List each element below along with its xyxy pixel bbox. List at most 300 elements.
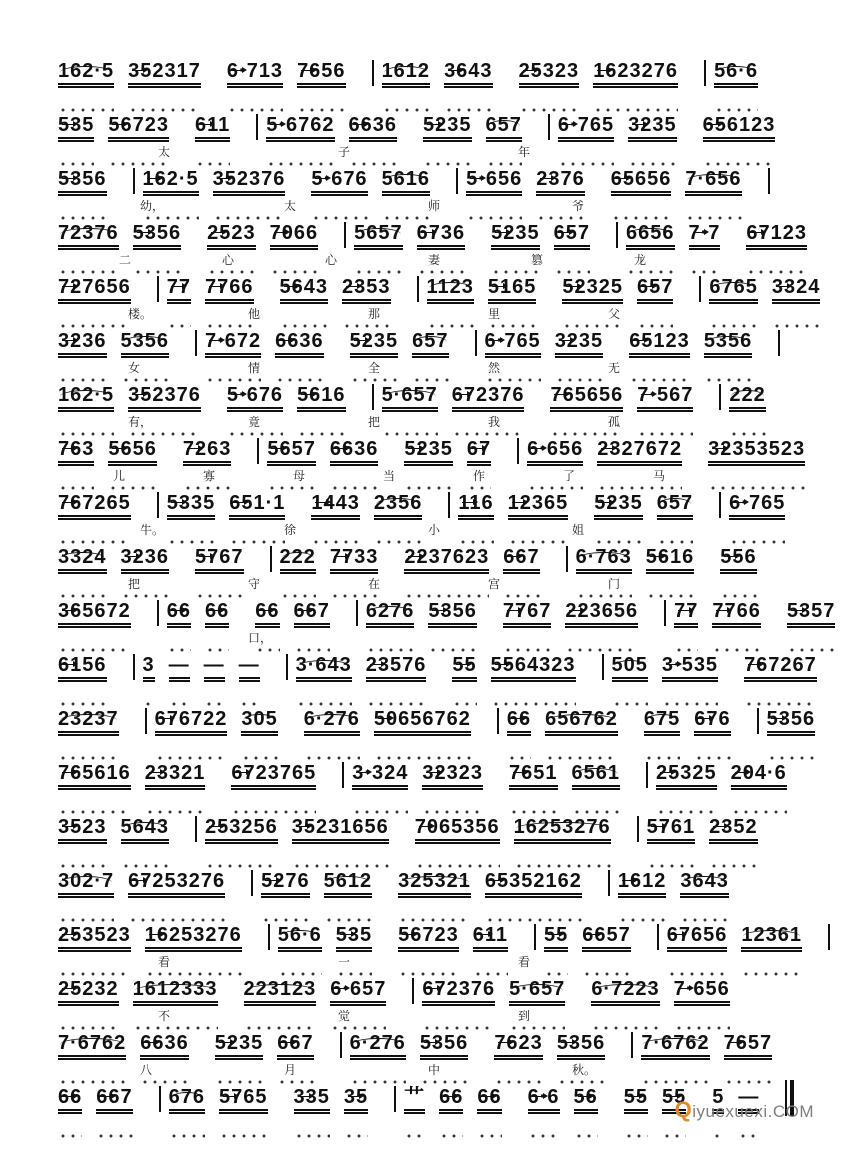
beat-group [366, 580, 477, 622]
note-figure: 535 [58, 114, 94, 139]
score-row [58, 202, 808, 267]
octave-dots [404, 1134, 425, 1138]
ornament-arrow [348, 1096, 362, 1097]
ornament-arrow [443, 1096, 457, 1097]
slur-mark [711, 282, 756, 295]
ornament-arrow [750, 232, 764, 233]
note-figure: 672376 [422, 978, 495, 1003]
ornament-arrow [233, 502, 247, 503]
ornament-arrow [523, 70, 537, 71]
beat-group [656, 742, 787, 784]
beat-group [415, 796, 611, 838]
note-figure: 5616 [382, 168, 431, 193]
barline [719, 384, 721, 410]
ornament-arrow [713, 826, 727, 827]
ornament-arrow [259, 610, 273, 611]
score-row [58, 526, 798, 591]
beat-group [169, 1066, 268, 1108]
lyric-syllable: 中 [428, 1063, 441, 1077]
note-figure: 223123 [244, 978, 317, 1003]
note-figure: 5·657 [382, 384, 438, 409]
slur-mark [511, 984, 563, 997]
lyric-syllable: 马 [653, 469, 666, 483]
beat-group [509, 742, 620, 784]
ornament-arrow [408, 556, 422, 557]
note-figure: 25323 [519, 60, 580, 85]
slur-mark [280, 930, 320, 943]
score-row [58, 310, 798, 375]
note-figure: 6561 [572, 762, 621, 787]
slur-mark [731, 390, 763, 403]
slur-mark [282, 552, 314, 565]
lyric-syllable: 妻 [428, 253, 441, 267]
note-figure: 66 [205, 600, 229, 625]
barline [159, 1086, 161, 1112]
lyric-syllable: 月 [284, 1063, 297, 1077]
note-figure: 3·324 [352, 762, 408, 787]
note-figure: 5765 [219, 1086, 268, 1111]
barline [608, 870, 610, 896]
octave-dots [712, 1134, 724, 1138]
octave-dots [344, 1134, 368, 1138]
beat-group [562, 256, 673, 298]
note-figure: 556 [720, 546, 756, 571]
note-figure: 6657 [582, 924, 631, 949]
ornament-arrow [597, 70, 611, 71]
beat-group [452, 634, 575, 676]
note-figure: 352317 [128, 60, 201, 85]
ornament-arrow [62, 124, 76, 125]
note-figure: 32353523 [708, 438, 805, 463]
jianpu-score [58, 40, 836, 1120]
ornament-arrow [62, 610, 76, 611]
note-figure: 6636 [349, 114, 398, 139]
ornament-arrow [408, 448, 422, 449]
ornament-arrow [346, 286, 360, 287]
ornament-arrow [426, 988, 440, 989]
lyric-syllable: 幼， [140, 199, 165, 213]
beat-group [58, 364, 201, 406]
beat-group [266, 94, 397, 136]
lyric-syllable: 那 [368, 307, 381, 321]
note-figure: 5235 [350, 330, 399, 355]
lyric-syllable: 师 [428, 199, 441, 213]
note-figure: 5767 [195, 546, 244, 571]
beat-group [494, 1012, 605, 1054]
note-figure: 35231656 [292, 816, 389, 841]
lyric-syllable: 姐 [572, 523, 585, 537]
ornament-arrow [62, 664, 76, 665]
slur-mark [60, 66, 112, 79]
beat-group [267, 418, 378, 460]
score-row [58, 418, 806, 483]
slur-mark [646, 714, 678, 727]
slur-mark [547, 714, 616, 727]
note-figure: 5235 [423, 114, 472, 139]
lyric-syllable: 寡 [203, 469, 216, 483]
ornament-arrow [370, 664, 384, 665]
barline [497, 708, 499, 734]
score-row [58, 958, 798, 1023]
beat-group [58, 634, 107, 676]
ornament-arrow [507, 556, 521, 557]
beat-group [58, 418, 157, 460]
beat-group [278, 904, 372, 946]
ornament-arrow [771, 718, 785, 719]
ornament-arrow [512, 502, 526, 503]
octave-dots [574, 1134, 598, 1138]
lyric-syllable: 把 [128, 577, 141, 591]
ornament-arrow [296, 826, 310, 827]
ornament-arrow [559, 340, 573, 341]
note-figure: 676 [169, 1086, 205, 1111]
note-figure: 7656 [297, 60, 346, 85]
beat-group [708, 418, 805, 460]
note-figure: 3643 [680, 870, 729, 895]
ornament-arrow [495, 232, 509, 233]
ornament-arrow [707, 124, 721, 125]
beat-group [644, 688, 731, 730]
ornament-arrow [578, 1096, 592, 1097]
ornament-arrow [301, 70, 315, 71]
beat-group [714, 40, 758, 82]
ornament-arrow [62, 340, 76, 341]
barline [699, 276, 701, 302]
note-figure: 325321 [398, 870, 471, 895]
barline [448, 492, 450, 518]
ornament-arrow [716, 610, 730, 611]
note-figure: 5657 [267, 438, 316, 463]
beat-group [612, 634, 719, 676]
slur-mark [368, 606, 413, 619]
note-figure: 667 [96, 1086, 132, 1111]
beat-group [382, 364, 525, 406]
note-figure: 艹 [404, 1086, 425, 1111]
octave-dots [169, 1134, 205, 1138]
ornament-arrow [209, 340, 223, 341]
octave-dots [738, 1134, 759, 1138]
note-figure: 5616 [297, 384, 346, 409]
note-figure: 65123 [629, 330, 690, 355]
ornament-arrow [298, 610, 312, 611]
ornament-arrow [748, 664, 762, 665]
note-figure: 12361 [741, 924, 802, 949]
beat-group [58, 148, 107, 190]
barline [828, 924, 830, 950]
ornament-arrow [632, 124, 646, 125]
ornament-arrow [211, 232, 225, 233]
ornament-arrow [402, 934, 416, 935]
note-figure: 66 [167, 600, 191, 625]
ornament-arrow [531, 448, 545, 449]
slur-mark [414, 336, 446, 349]
beat-group [641, 1012, 772, 1054]
beat-group [550, 364, 693, 406]
slur-mark [516, 822, 609, 835]
note-figure: 5235 [491, 222, 540, 247]
score-row [58, 256, 821, 321]
note-figure: 162·5 [58, 384, 114, 409]
lyric-syllable: 看 [518, 955, 531, 969]
beat-group [767, 688, 816, 730]
lyric-syllable: 八 [140, 1063, 153, 1077]
note-figure: 162·5 [58, 60, 114, 85]
note-figure: 65352162 [485, 870, 582, 895]
beat-group [404, 526, 539, 568]
note-figure: 5356 [58, 168, 107, 193]
note-figure: 2327672 [597, 438, 682, 463]
beat-group [58, 580, 131, 622]
lyric-syllable: 看 [158, 955, 171, 969]
ornament-arrow [693, 232, 707, 233]
slur-mark [716, 66, 756, 79]
beat-group [422, 958, 565, 1000]
slur-mark [628, 228, 673, 241]
ornament-arrow [448, 70, 462, 71]
barline [456, 168, 458, 194]
ornament-arrow [601, 448, 615, 449]
ornament-arrow [498, 1042, 512, 1043]
ornament-arrow [217, 178, 231, 179]
beat-group [503, 580, 638, 622]
note-figure: — [204, 654, 225, 679]
note-figure: 5643 [280, 276, 329, 301]
note-figure: 6276 [366, 600, 415, 625]
note-figure: 3643 [444, 60, 493, 85]
beat-group [205, 310, 324, 352]
lyric-syllable: 把 [368, 415, 381, 429]
beat-group [674, 580, 761, 622]
note-figure: 6723765 [231, 762, 316, 787]
ornament-arrow [598, 502, 612, 503]
beat-group [544, 904, 631, 946]
lyric-syllable: 母 [293, 469, 306, 483]
note-figure: 5235 [215, 1032, 264, 1057]
score-row [58, 1012, 798, 1077]
note-figure: 2376 [536, 168, 585, 193]
note-figure: 672376 [452, 384, 525, 409]
barline [268, 924, 270, 950]
ornament-arrow [209, 826, 223, 827]
ornament-arrow [334, 448, 348, 449]
note-figure: 5356 [557, 1032, 606, 1057]
beat-group [58, 688, 119, 730]
note-figure: 5761 [647, 816, 696, 841]
note-figure: 67253276 [128, 870, 225, 895]
note-figure: 6·6 [528, 1086, 560, 1111]
note-figure: 7657 [724, 1032, 773, 1057]
note-figure: 7651 [509, 762, 558, 787]
ornament-arrow [62, 826, 76, 827]
note-figure: 676 [694, 708, 730, 733]
note-figure: 6·765 [558, 114, 614, 139]
ornament-arrow [125, 556, 139, 557]
note-figure: 5 [712, 1086, 724, 1111]
score-row [58, 904, 803, 969]
lyric-syllable: 女 [128, 361, 141, 375]
slur-mark [593, 984, 657, 997]
note-figure: 32323 [422, 762, 483, 787]
ornament-arrow [284, 286, 298, 287]
barline [286, 654, 288, 680]
note-figure: 56 [574, 1086, 598, 1111]
note-figure: 651·1 [229, 492, 285, 517]
beat-group [703, 94, 776, 136]
note-figure: 5·657 [509, 978, 565, 1003]
note-figure: 6·765 [729, 492, 785, 517]
beat-group [527, 418, 682, 460]
beat-group [519, 40, 679, 82]
note-figure: 7263 [183, 438, 232, 463]
lyric-syllable: 全 [368, 361, 381, 375]
note-figure: 5564323 [491, 654, 576, 679]
lyric-syllable: 小 [428, 523, 441, 537]
ornament-arrow [231, 394, 245, 395]
note-figure: 52325 [562, 276, 623, 301]
slur-mark [135, 984, 216, 997]
note-figure: 6156 [58, 654, 107, 679]
lyric-syllable: 有， [128, 415, 153, 429]
octave-dots [294, 1134, 330, 1138]
beat-group [143, 148, 286, 190]
note-figure: 3236 [58, 330, 107, 355]
slur-mark [614, 660, 646, 673]
octave-dots [96, 1134, 132, 1138]
beat-group [167, 472, 286, 514]
ornament-arrow [270, 124, 284, 125]
ornament-arrow [199, 124, 213, 125]
note-figure: 5643 [121, 816, 170, 841]
note-figure: 611 [473, 924, 508, 949]
beat-group [398, 904, 508, 946]
note-figure: 5·6762 [266, 114, 334, 139]
note-figure: 667 [277, 1032, 313, 1057]
slur-mark [352, 1038, 404, 1051]
score-row [58, 148, 798, 213]
note-figure: 5·656 [466, 168, 522, 193]
note-figure: 77 [674, 600, 698, 625]
lyric-syllable: 篡 [531, 253, 544, 267]
note-figure: 66 [507, 708, 531, 733]
note-figure: 65656 [611, 168, 672, 193]
barline [631, 1032, 633, 1058]
ornament-arrow [456, 664, 470, 665]
ornament-arrow [132, 70, 146, 71]
ornament-arrow [641, 394, 655, 395]
ornament-arrow [540, 178, 554, 179]
lyric-syllable: 牛。 [140, 523, 165, 537]
note-figure: 3·643 [296, 654, 352, 679]
lyric-syllable: 秋。 [572, 1063, 597, 1077]
note-figure: 5356 [121, 330, 170, 355]
score-row [58, 364, 798, 429]
beat-group [58, 1066, 133, 1108]
ornament-arrow [223, 1096, 237, 1097]
ornament-arrow [353, 124, 367, 125]
barline [133, 654, 135, 680]
note-figure: 7·6762 [58, 1032, 126, 1057]
note-figure: 5657 [354, 222, 403, 247]
lyric-syllable: 情 [248, 361, 261, 375]
note-figure: 6736 [417, 222, 466, 247]
beat-group [491, 202, 590, 244]
ornament-arrow [171, 286, 185, 287]
note-figure: 335 [294, 1086, 330, 1111]
beat-group [720, 526, 756, 568]
beat-group [611, 148, 742, 190]
note-figure: 3 [143, 654, 155, 679]
note-figure: 505 [612, 654, 648, 679]
ornament-arrow [209, 286, 223, 287]
beat-group [58, 1012, 189, 1054]
ornament-arrow [378, 718, 392, 719]
note-figure: 116 [458, 492, 493, 517]
beat-group [143, 634, 260, 676]
note-figure: 302·7 [58, 870, 114, 895]
lyric-syllable: 心 [222, 253, 235, 267]
note-figure: 55 [452, 654, 476, 679]
lyric-syllable: 心 [325, 253, 338, 267]
ornament-arrow [424, 1042, 438, 1043]
barline [412, 978, 414, 1004]
barline [646, 762, 648, 788]
lyric-syllable: 年 [518, 145, 531, 159]
slur-mark [578, 552, 630, 565]
ornament-arrow [279, 340, 293, 341]
note-figure: 657 [554, 222, 590, 247]
note-figure: 6636 [275, 330, 324, 355]
slur-mark [243, 714, 275, 727]
note-figure: 765616 [58, 762, 131, 787]
beat-group [255, 580, 330, 622]
ornament-arrow [650, 556, 664, 557]
note-figure: 657 [412, 330, 448, 355]
beat-group [427, 256, 537, 298]
note-figure: 2353 [342, 276, 391, 301]
note-figure: 23237 [58, 708, 119, 733]
ornament-arrow [354, 340, 368, 341]
ornament-arrow [532, 1096, 546, 1097]
note-figure: 352376 [128, 384, 201, 409]
beat-group [58, 472, 131, 514]
beat-group [594, 472, 693, 514]
slur-mark [659, 498, 691, 511]
lyric-syllable: 里 [488, 307, 501, 321]
note-figure: 5235 [404, 438, 453, 463]
barline [157, 492, 159, 518]
note-figure: 7766 [712, 600, 761, 625]
note-figure: 657 [637, 276, 673, 301]
lyric-syllable: 太 [158, 145, 171, 159]
ornament-arrow [660, 772, 674, 773]
ornament-arrow [301, 394, 315, 395]
ornament-arrow [62, 772, 76, 773]
barline [475, 330, 477, 356]
ornament-arrow [147, 178, 161, 179]
ornament-arrow [62, 934, 76, 935]
note-figure: 162·5 [143, 168, 199, 193]
ornament-arrow [419, 826, 433, 827]
note-figure: 253256 [205, 816, 278, 841]
note-figure: 1443 [311, 492, 360, 517]
beat-group [227, 40, 346, 82]
beat-group [215, 1012, 314, 1054]
ornament-arrow [470, 178, 484, 179]
note-figure: 222 [280, 546, 316, 571]
ornament-arrow [209, 610, 223, 611]
lyric-syllable: 我 [488, 415, 501, 429]
note-figure: 5612 [324, 870, 373, 895]
